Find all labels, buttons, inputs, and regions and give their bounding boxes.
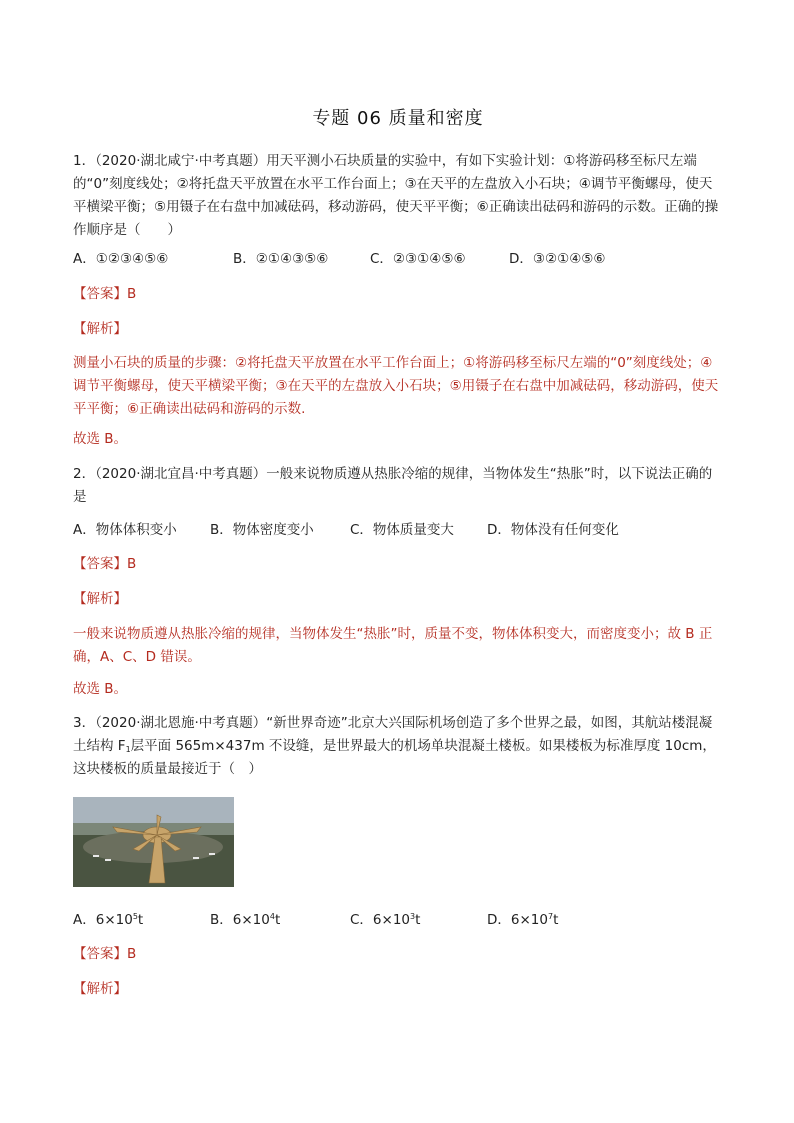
page-title: 专题 06 质量和密度 — [312, 108, 484, 129]
question-3-options — [73, 909, 723, 932]
option-d: D．物体没有任何变化 — [487, 522, 619, 538]
stem-part-1: 3．（2020·湖北恩施·中考真题）“新世界奇迹”北京大兴国际机场创造了多个世界之最，如图，其航站楼混凝土结构 F — [73, 715, 713, 754]
option-b-base: B．6×10 — [210, 912, 270, 928]
option-b-exp: 4 — [269, 912, 275, 921]
stem-subscript: 1 — [125, 745, 131, 754]
option-d-base: D．6×10 — [487, 912, 548, 928]
option-b: B．物体密度变小 — [210, 522, 314, 538]
question-2-conclusion: 故选 B。 — [73, 681, 128, 697]
option-c: C．②③①④⑤⑥ — [370, 251, 466, 267]
option-d-unit: t — [553, 912, 559, 928]
option-a-base: A．6×10 — [73, 912, 133, 928]
option-c-unit: t — [415, 912, 421, 928]
airport-photo — [73, 797, 234, 887]
option-c-exp: 3 — [410, 912, 416, 921]
option-a: A．①②③④⑤⑥ — [73, 251, 169, 267]
question-3-answer: 【答案】B — [73, 946, 137, 962]
question-1-stem: 1．（2020·湖北咸宁·中考真题）用天平测小石块质量的实验中，有如下实验计划：①将游码移至标尺左端的“0”刻度线处；②将托盘天平放置在水平工作台面上；③在天平的左盘放入小石块；④调节平衡螺母，使天平横梁平衡；⑤用镊子在右盘中加减砝码，移动游码，使天平平衡；⑥正确读出砝码和游码的示数。正确的操作顺序是（ ） — [73, 153, 719, 238]
question-1-conclusion: 故选 B。 — [73, 431, 128, 447]
option-b: B．②①④③⑤⑥ — [233, 251, 329, 267]
question-1-answer: 【答案】B — [73, 286, 137, 302]
option-a — [73, 909, 210, 932]
question-1-options — [73, 248, 723, 271]
option-c-base: C．6×10 — [350, 912, 411, 928]
question-3-analysis-label: 【解析】 — [73, 981, 127, 997]
option-b-unit: t — [274, 912, 281, 928]
option-a: A．物体体积变小 — [73, 522, 177, 538]
question-2-stem: 2．（2020·湖北宜昌·中考真题）一般来说物质遵从热胀冷缩的规律，当物体发生“热胀”时，以下说法正确的是 — [73, 466, 713, 505]
question-2-analysis-label: 【解析】 — [73, 591, 127, 607]
question-2-options — [73, 519, 723, 542]
question-1-analysis-label: 【解析】 — [73, 321, 127, 337]
question-2-answer: 【答案】B — [73, 556, 137, 572]
option-d — [487, 909, 558, 932]
option-d: D．③②①④⑤⑥ — [509, 251, 606, 267]
option-b — [210, 909, 350, 932]
option-a-unit: t — [137, 912, 144, 928]
question-3-stem — [73, 712, 723, 781]
option-a-exp: 5 — [132, 912, 138, 921]
option-d-exp: 7 — [547, 912, 554, 921]
question-1-analysis: 测量小石块的质量的步骤：②将托盘天平放置在水平工作台面上；①将游码移至标尺左端的“0”刻度线处；④调节平衡螺母，使天平横梁平衡；③在天平的左盘放入小石块；⑤用镊子在右盘中加减砝码，移动游码，使天平平衡；⑥正确读出砝码和游码的示数. — [73, 355, 719, 417]
option-c: C．物体质量变大 — [350, 522, 454, 538]
airport-photo-icon — [73, 797, 234, 887]
question-2-analysis: 一般来说物质遵从热胀冷缩的规律，当物体发生“热胀”时，质量不变，物体体积变大，而密度变小；故 B 正确，A、C、D 错误。 — [73, 626, 713, 665]
stem-part-2: 层平面 565m×437m 不设缝，是世界最大的机场单块混凝土楼板。如果楼板为标准厚度 10cm，这块楼板的质量最接近于（ ） — [73, 738, 716, 777]
option-c — [350, 909, 487, 932]
